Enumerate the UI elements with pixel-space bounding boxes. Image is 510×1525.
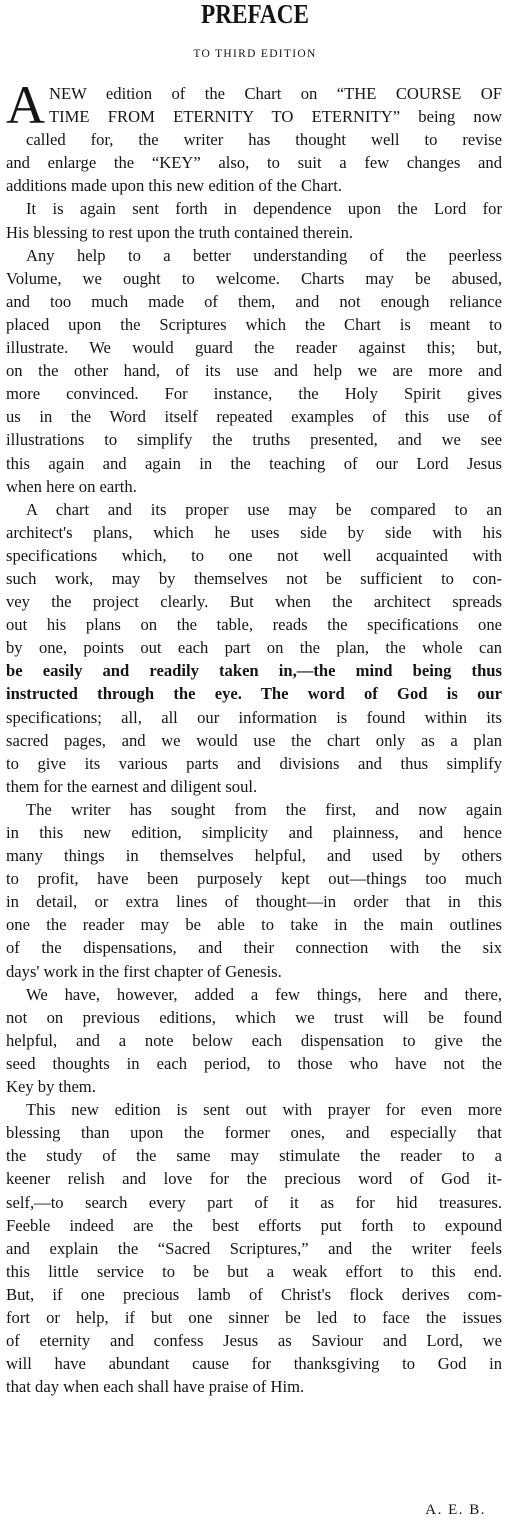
text-line: placed upon the Scriptures which the Chart is meant to [6, 314, 502, 334]
text-line: helpful, and a note below each dispensation to give the [6, 1030, 502, 1050]
text-line: instructed through the eye. The word of God is our [6, 684, 502, 704]
text-line: this again and again in the teaching of our Lord Jesus [6, 453, 502, 473]
text-line: us in the Word itself repeated examples of this use of [6, 407, 502, 427]
text-line: on the other hand, of its use and help we are more and [6, 361, 502, 381]
text-line: of eternity and confess Jesus as Saviour and Lord, we [6, 1331, 502, 1351]
text-line: TIME FROM ETERNITY TO ETERNITY” being now [49, 107, 502, 127]
text-line: the study of the same may stimulate the reader to a [6, 1146, 502, 1166]
text-line: self,—to search every part of it as for hid treasures. [6, 1192, 502, 1212]
text-line: in detail, or extra lines of thought—in order that in this [6, 892, 502, 912]
text-line: Any help to a better understanding of the peerless [26, 245, 502, 265]
text-line: to give its various parts and divisions and thus simplify [6, 753, 502, 773]
text-line: illustrations to simplify the truths presented, and we see [6, 430, 502, 450]
text-line: days' work in the first chapter of Genesis. [6, 961, 282, 981]
text-line: one the reader may be able to take in the main outlines [6, 915, 502, 935]
page-subtitle: TO THIRD EDITION [193, 48, 317, 60]
text-line: keener relish and love for the precious word of God it- [6, 1169, 502, 1189]
text-line: His blessing to rest upon the truth contained therein. [6, 222, 354, 242]
text-line: But, if one precious lamb of Christ's flock derives com- [6, 1284, 502, 1304]
text-line: A chart and its proper use may be compared to an [26, 499, 502, 519]
drop-cap: A [6, 75, 45, 135]
text-line: by one, points out each part on the plan, the whole can [6, 638, 502, 658]
paragraph-2 [6, 197, 502, 243]
paragraph-1 [6, 75, 502, 197]
text-line: illustrate. We would guard the reader against this; but, [6, 338, 502, 358]
text-line: The writer has sought from the first, and now again [26, 799, 502, 819]
text-line: vey the project clearly. But when the architect spreads [6, 592, 502, 612]
signature: A. E. B. [425, 1502, 486, 1518]
paragraph-6 [6, 983, 502, 1098]
text-line: such work, may by themselves not be sufficient to con- [6, 568, 502, 588]
text-line: Feeble indeed are the best efforts put forth to expound [6, 1215, 502, 1235]
text-line: fort or help, if but one sinner be led to face the issues [6, 1307, 502, 1327]
text-line: this little service to be but a weak effort to this end. [6, 1261, 502, 1281]
text-line: not on previous editions, which we trust will be found [6, 1007, 502, 1027]
text-line: of the dispensations, and their connection with the six [6, 938, 502, 958]
text-line: Key by them. [6, 1077, 96, 1097]
text-line: and enlarge the “KEY” also, to suit a few changes and [6, 153, 502, 173]
text-line: sacred pages, and we would use the chart only as a plan [6, 730, 502, 750]
text-line: when here on earth. [6, 476, 137, 496]
text-line: more convinced. For instance, the Holy Spirit gives [6, 384, 502, 404]
text-line: in this new edition, simplicity and plainness, and hence [6, 823, 502, 842]
text-line: Volume, we ought to welcome. Charts may be abused, [6, 268, 502, 288]
text-line: them for the earnest and diligent soul. [6, 776, 258, 796]
text-line: architect's plans, which he uses side by side with his [6, 522, 502, 542]
text-line: called for, the writer has thought well to revise [26, 130, 502, 150]
text-line: many things in themselves helpful, and used by others [6, 846, 502, 866]
paragraph-5 [6, 798, 502, 983]
paragraph-7 [6, 1098, 502, 1398]
text-line: It is again sent forth in dependence upon the Lord for [26, 199, 502, 219]
text-line: specifications which, to one not well acquainted with [6, 545, 502, 565]
text-line: We have, however, added a few things, here and there, [26, 984, 502, 1004]
preface-body [6, 75, 502, 1398]
text-line: specifications; all, all our information is found within its [6, 707, 502, 727]
text-line: will have abundant cause for thanksgiving to God in [6, 1354, 502, 1374]
paragraph-4 [6, 498, 502, 798]
text-line: additions made upon this new edition of the Chart. [6, 176, 342, 196]
paragraph-3 [6, 244, 502, 498]
text-line: that day when each shall have praise of Him. [6, 1377, 305, 1397]
page-title: PREFACE [201, 0, 309, 29]
text-line: seed thoughts in each period, to those who have not the [6, 1053, 502, 1073]
text-line: to profit, have been purposely kept out—things too much [6, 869, 502, 889]
text-line: and too much made of them, and not enough reliance [6, 291, 502, 311]
text-line: blessing than upon the former ones, and especially that [6, 1123, 502, 1143]
text-line: NEW edition of the Chart on “THE COURSE OF [49, 84, 502, 103]
text-line: be easily and readily taken in,—the mind being thus [6, 661, 502, 681]
text-line: and explain the “Sacred Scriptures,” and the writer feels [6, 1238, 502, 1258]
text-line: out his plans on the table, reads the specifications one [6, 615, 502, 635]
text-line: This new edition is sent out with prayer for even more [26, 1100, 502, 1120]
